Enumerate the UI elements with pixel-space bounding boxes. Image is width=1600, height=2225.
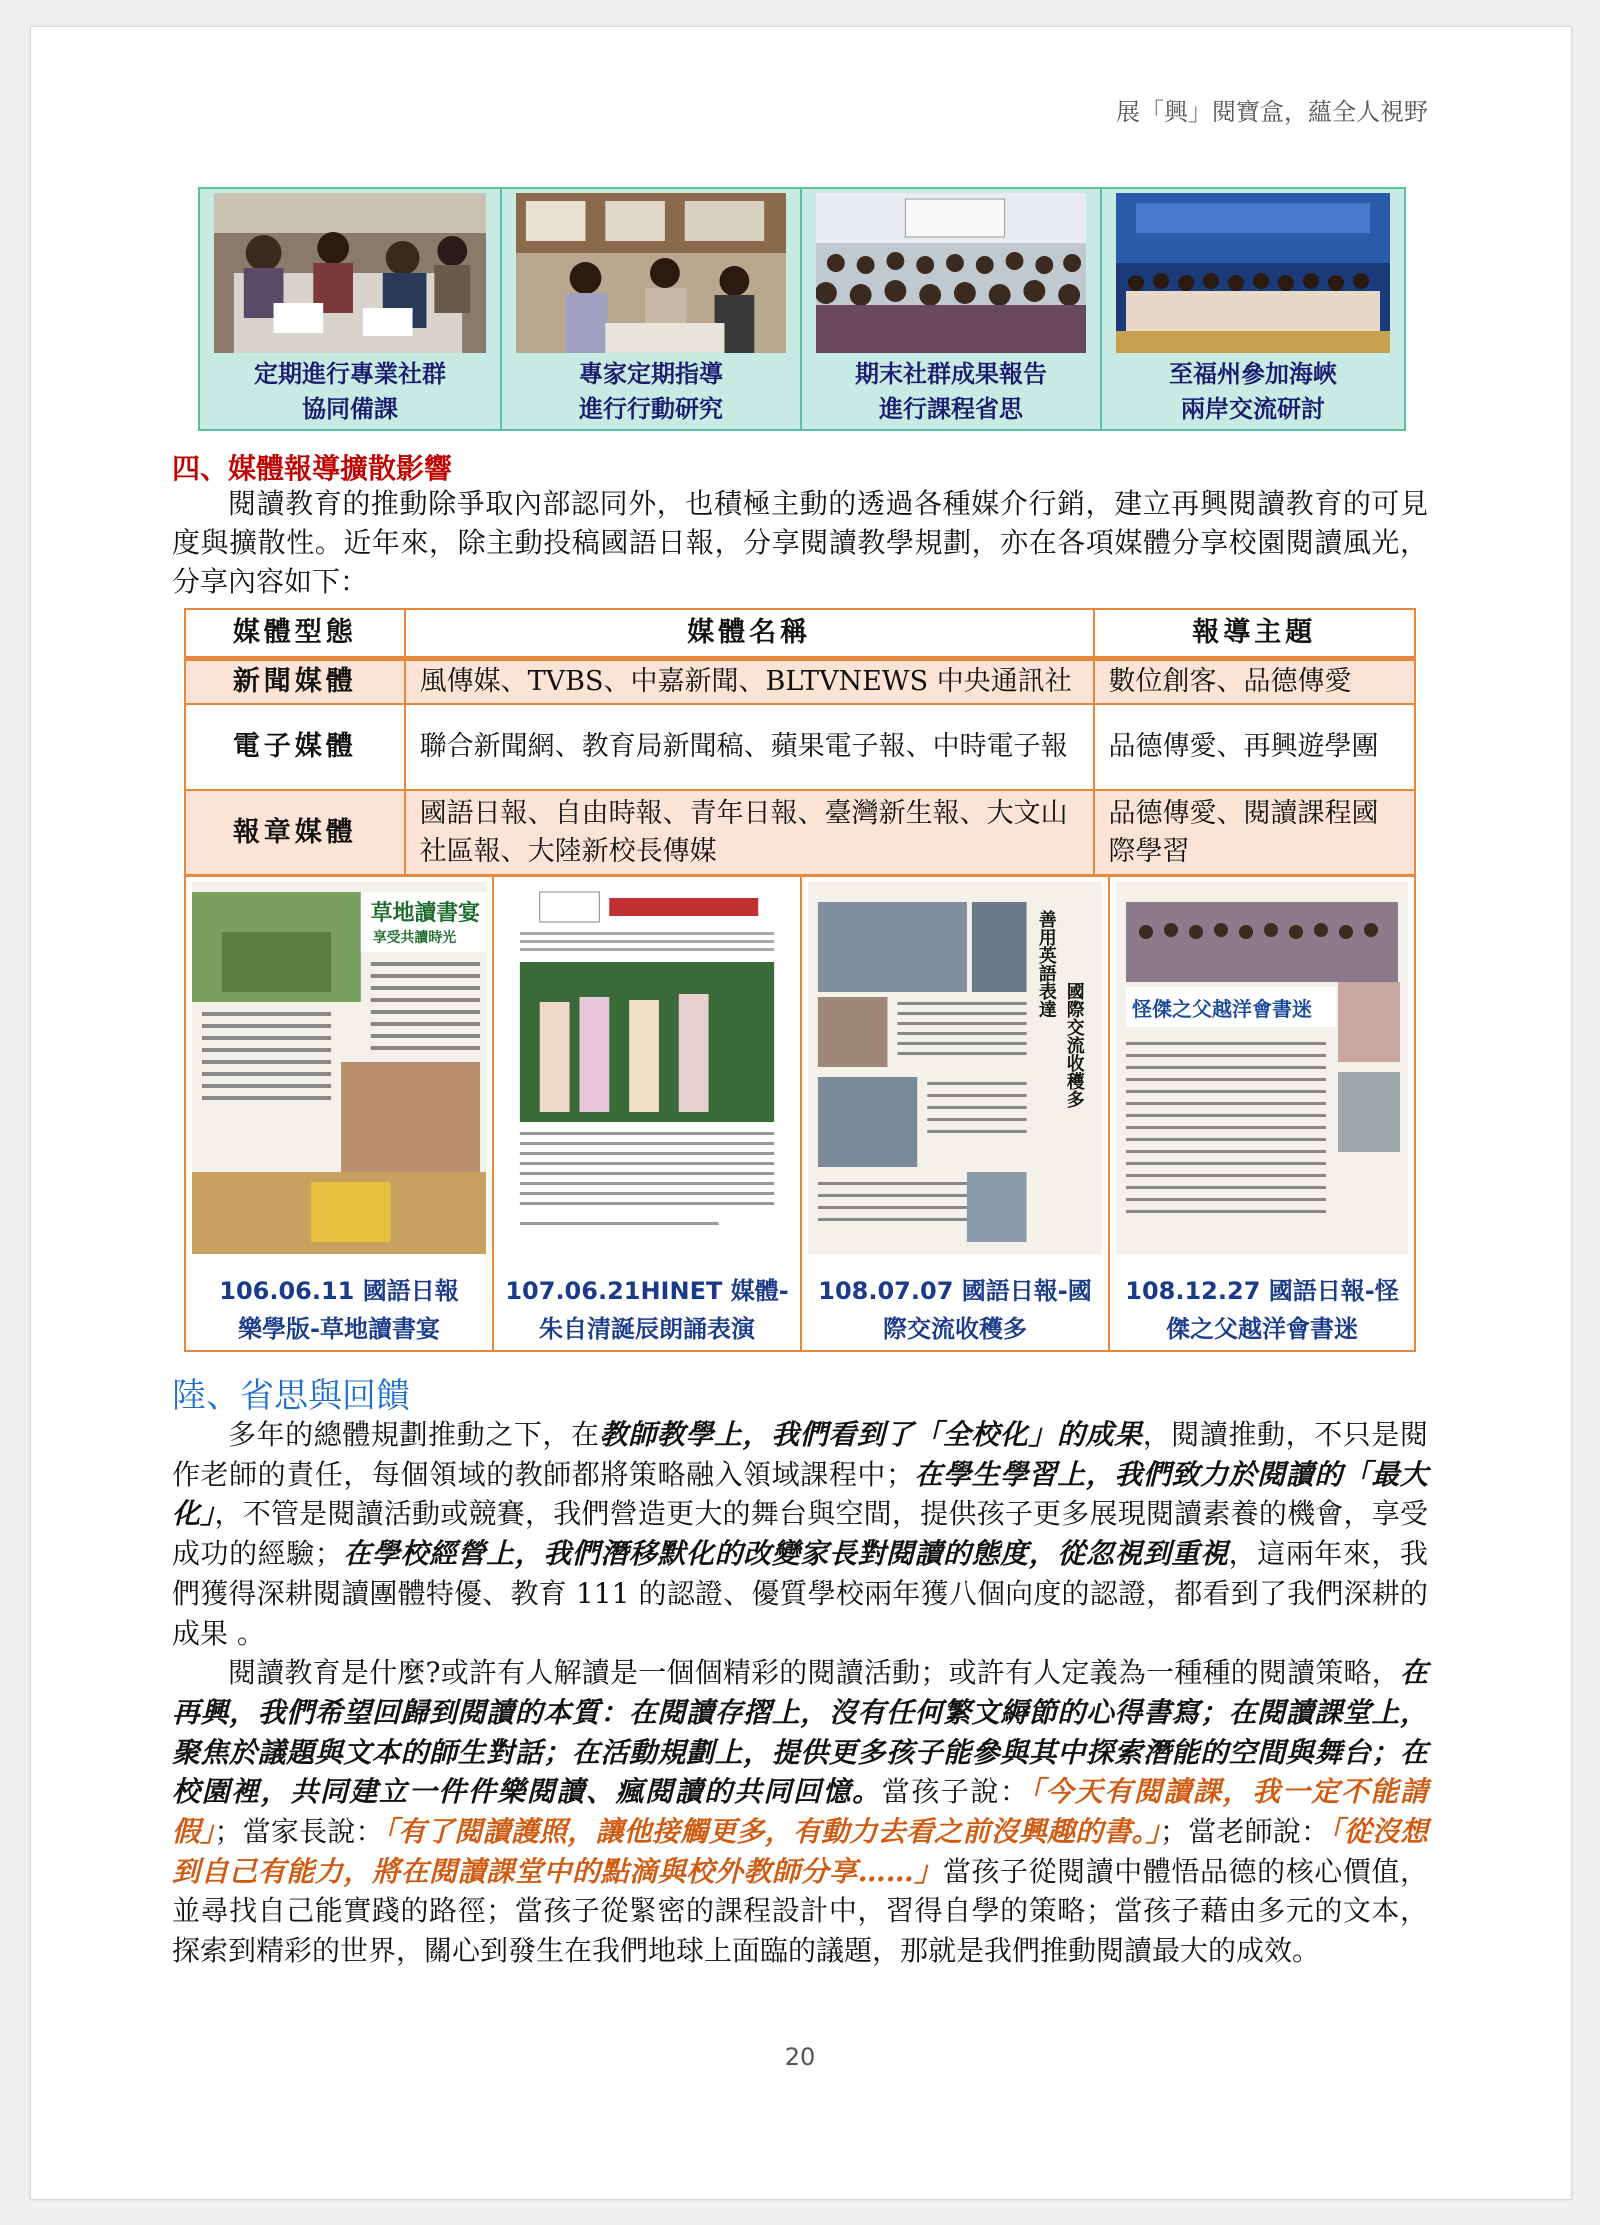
photo-cell-2 (502, 189, 802, 429)
photo-caption-2: 專家定期指導 進行行動研究 (579, 360, 723, 423)
photo-cell-4 (1102, 189, 1404, 429)
body-text: ，不管是閱讀活動或競賽，我們營造更大的舞台與空間，提供孩子更多展現閱讀素養的機會，享受成功的經驗； (172, 1497, 1428, 1571)
activity-photo-row (198, 187, 1406, 431)
news-headline-1: 草地讀書宴 (370, 900, 480, 927)
cell-report-topic: 品德傳愛、閱讀課程國際學習 (1094, 790, 1415, 876)
news-caption-2: 107.06.21HINET 媒體- 朱自清誕辰朗誦表演 (505, 1277, 789, 1343)
news-caption-1: 106.06.11 國語日報 樂學版-草地讀書宴 (219, 1277, 459, 1343)
news-clippings-row (184, 874, 1416, 1352)
section6-paragraph-2 (172, 1653, 1428, 1971)
cell-media-names: 國語日報、自由時報、青年日報、臺灣新生報、大文山社區報、大陸新校長傳媒 (405, 790, 1094, 876)
media-coverage-table (184, 608, 1416, 877)
photo-semester-report (816, 193, 1086, 353)
emphasis-text: 在學校經營上，我們潛移默化的改變家長對閱讀的態度，從忽視到重視 (342, 1537, 1229, 1571)
header-media-name: 媒體名稱 (405, 609, 1094, 659)
cell-report-topic: 數位創客、品德傳愛 (1094, 659, 1415, 705)
body-text: ；當家長說： (214, 1815, 384, 1849)
body-text: 當孩子說： (881, 1775, 1030, 1809)
news-cell-2 (494, 876, 802, 1350)
cell-media-type: 報章媒體 (185, 790, 405, 876)
cell-media-names: 風傳媒、TVBS、中嘉新聞、BLTVNEWS 中央通訊社 (405, 659, 1094, 705)
news-cell-1 (186, 876, 494, 1350)
header-report-topic: 報導主題 (1094, 609, 1415, 659)
section6-paragraph-1 (172, 1415, 1428, 1653)
page-number: 20 (784, 2043, 816, 2071)
quote-text: 「有了閱讀護照，讓他接觸更多，有動力去看之前沒興趣的書。」 (383, 1815, 1160, 1849)
body-text: ，閱讀推動，不只是閱作老師的責任，每個領域的教師都將策略融入領域課程中； (172, 1418, 1428, 1491)
photo-caption-4: 至福州參加海峽 兩岸交流研討 (1169, 360, 1337, 423)
news-caption-3: 108.07.07 國語日報-國 際交流收穫多 (818, 1277, 1092, 1343)
section6-heading: 陸、省思與回饋 (172, 1376, 410, 1416)
quote-text: 「今天有閱讀課，我一定不能請假」 (172, 1775, 1428, 1849)
table-row (185, 790, 1415, 876)
body-text: ；當老師說： (1160, 1815, 1330, 1849)
emphasis-text: 在再興，我們希望回歸到閱讀的本質：在閱讀存摺上，沒有任何繁文縟節的心得書寫；在閱讀課堂上，聚焦於議題與文本的師生對話；在活動規劃上，提供更多孩子能參與其中探索潛能的空間與舞台；在校園裡，共同建立一件件樂閱讀、瘋閱讀的共同回憶。 (172, 1656, 1428, 1809)
table-row (185, 659, 1415, 705)
cell-media-type: 新聞媒體 (185, 659, 405, 705)
news-headline-3: 善用英語表達 (1035, 910, 1057, 1018)
news-clipping-image-1 (192, 882, 486, 1254)
news-cell-3 (802, 876, 1110, 1350)
header-media-type: 媒體型態 (185, 609, 405, 659)
photo-expert-guidance (516, 193, 786, 353)
table-row (185, 704, 1415, 790)
table-header-row (185, 609, 1415, 659)
news-subheadline-1: 享受共讀時光 (372, 929, 457, 947)
photo-cell-1 (200, 189, 502, 429)
cell-media-type: 電子媒體 (185, 704, 405, 790)
photo-community-meeting (214, 193, 486, 353)
body-text: 當孩子從閱讀中體悟品德的核心價值，並尋找自己能實踐的路徑；當孩子從緊密的課程設計中，習得自學的策略；當孩子藉由多元的文本，探索到精彩的世界，關心到發生在我們地球上面臨的議題，那就是我們推動閱讀最大的成效。 (172, 1854, 1428, 1968)
photo-caption-3: 期末社群成果報告 進行課程省思 (855, 360, 1047, 423)
news-caption-4: 108.12.27 國語日報-怪 傑之父越洋會書迷 (1125, 1277, 1399, 1343)
photo-cell-3 (802, 189, 1102, 429)
cell-report-topic: 品德傳愛、再興遊學團 (1094, 704, 1415, 790)
section6-body (172, 1415, 1428, 1971)
emphasis-text: 教師教學上，我們看到了「全校化」的成果 (599, 1418, 1143, 1451)
running-header: 展「興」閱寶盒，蘊全人視野 (1116, 98, 1428, 126)
news-headline-4: 怪傑之父越洋會書迷 (1132, 997, 1312, 1021)
cell-media-names: 聯合新聞網、教育局新聞稿、蘋果電子報、中時電子報 (405, 704, 1094, 790)
news-clipping-image-3 (808, 882, 1102, 1254)
news-clipping-image-2 (500, 882, 794, 1254)
news-subheadline-3: 國際交流收穫多 (1063, 982, 1085, 1108)
photo-fuzhou-seminar (1116, 193, 1390, 353)
news-clipping-image-4 (1116, 882, 1408, 1254)
body-text: 閱讀教育是什麼?或許有人解讀是一個個精彩的閱讀活動；或許有人定義為一種種的閱讀策略， (228, 1656, 1400, 1690)
news-cell-4 (1110, 876, 1414, 1350)
emphasis-text: 在學生學習上，我們致力於閱讀的「最大化」 (172, 1457, 1428, 1531)
body-text: ，這兩年來，我們獲得深耕閱讀團體特優、教育 111 的認證、優質學校兩年獲八個向度的認證，都看到了我們深耕的成果 。 (172, 1537, 1428, 1650)
body-text: 多年的總體規劃推動之下，在 (228, 1418, 600, 1451)
photo-caption-1: 定期進行專業社群 協同備課 (254, 360, 446, 423)
quote-text: 「從沒想到自己有能力，將在閱讀課堂中的點滴與校外教師分享……」 (172, 1815, 1428, 1888)
section4-heading: 四、媒體報導擴散影響 (172, 452, 453, 485)
section4-paragraph: 閱讀教育的推動除爭取內部認同外，也積極主動的透過各種媒介行銷，建立再興閱讀教育的可見度與擴散性。近年來，除主動投稿國語日報，分享閱讀教學規劃，亦在各項媒體分享校園閱讀風光，分享內容如下： (172, 487, 1428, 598)
